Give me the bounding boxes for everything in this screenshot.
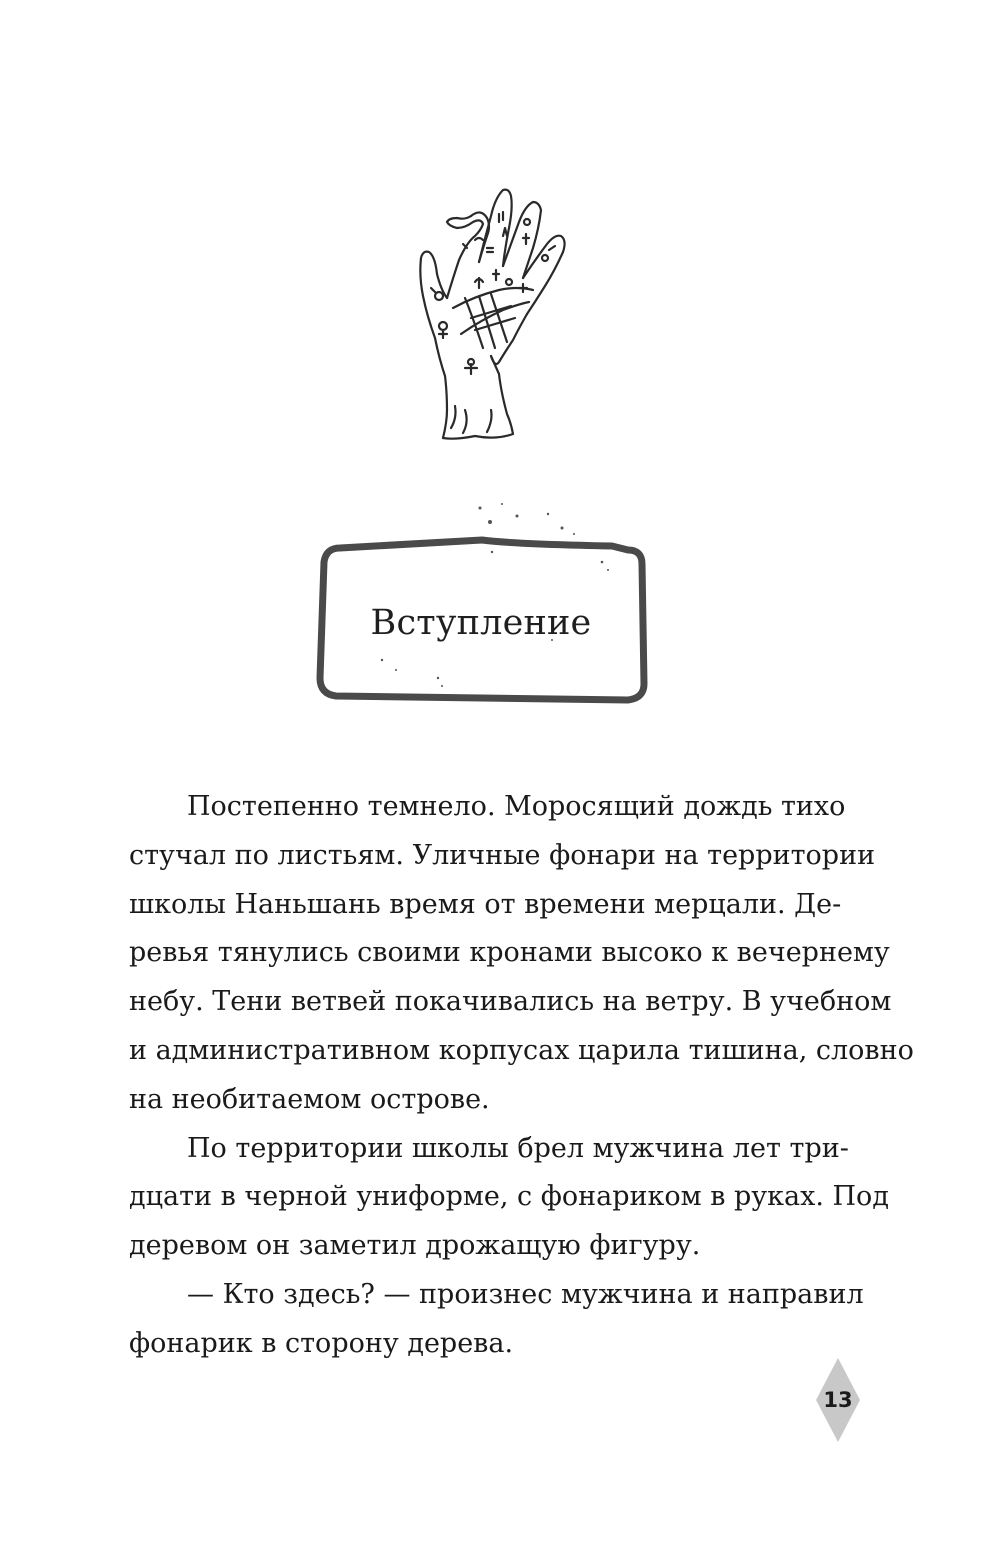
text-line: стучал по листьям. Уличные фонари на территории	[129, 839, 876, 871]
text-line: на необитаемом острове.	[129, 1083, 490, 1115]
text-line: фонарик в сторону дерева.	[129, 1327, 514, 1359]
text-line: Постепенно темнело. Моросящий дождь тихо	[187, 791, 846, 822]
text-line: По территории школы брел мужчина лет три-	[187, 1132, 849, 1164]
page-number: 13	[823, 1388, 853, 1412]
text-line: небу. Тени ветвей покачивались на ветру. В учебном	[129, 986, 892, 1018]
text-line: школы Наньшань время от времени мерцали. Де-	[129, 888, 842, 920]
palmistry-hand-icon	[395, 178, 595, 448]
text-line: дцати в черной униформе, с фонариком в руках. Под	[129, 1181, 889, 1213]
text-line: деревом он заметил дрожащую фигуру.	[129, 1230, 701, 1262]
text-line: — Кто здесь? — произнес мужчина и направил	[187, 1278, 864, 1310]
chapter-title: Вступление	[370, 603, 592, 643]
text-line: и административном корпусах царила тишина, словно	[129, 1034, 914, 1066]
text-line: ревья тянулись своими кронами высоко к вечернему	[129, 937, 890, 969]
body-text	[129, 783, 914, 1369]
